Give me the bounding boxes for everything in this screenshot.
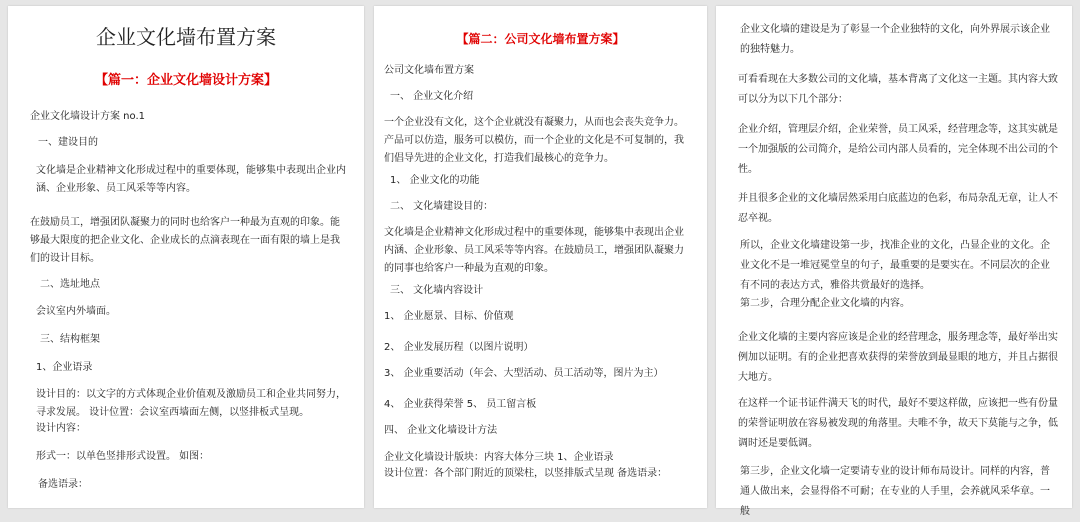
section-heading: 【篇一：企业文化墙设计方案】 [94, 73, 277, 88]
paragraph: 四、 企业文化墙设计方法 [384, 425, 498, 436]
paragraph: 企业介绍，管理层介绍，企业荣誉，员工风采，经营理念等，这其实就是一个加强版的公司简介，是给公司内部人员看的，完全体现不出公司的个性。 [738, 124, 1058, 175]
paragraph: 并且很多企业的文化墙居然采用白底蓝边的色彩，布局杂乱无章，让人不忍卒视。 [738, 193, 1058, 224]
paragraph: 一个企业没有文化，这个企业就没有凝聚力，从而也会丧失竞争力。产品可以仿造，服务可以模仿，而一个企业的文化是不可复制的，我们倡导先进的企业文化，打造我们最核心的竞争力。 [384, 117, 684, 164]
paragraph: 公司文化墙布置方案 [384, 65, 474, 76]
paragraph: 企业文化墙设计方案 no.1 [30, 111, 145, 122]
document-page-1 [8, 6, 364, 508]
paragraph: 设计内容： [36, 423, 86, 434]
paragraph: 一、 企业文化介绍 [390, 91, 474, 102]
paragraph: 1、企业语录 [36, 362, 93, 373]
section-heading: 【篇二：公司文化墙布置方案】 [456, 32, 625, 46]
document-page-3 [716, 6, 1072, 517]
paragraph: 2、 企业发展历程（以图片说明） [384, 342, 534, 353]
paragraph: 企业文化墙的建设是为了彰显一个企业独特的文化，向外界展示该企业的独特魅力。 [740, 24, 1050, 55]
paragraph: 1、 企业文化的功能 [390, 175, 480, 186]
document-page-2 [374, 6, 707, 508]
paragraph: 第三步，企业文化墙一定要请专业的设计师布局设计。同样的内容，普通人做出来，会显得俗不可耐；在专业的人手里，会养就风采华章。一般 [740, 466, 1050, 517]
paragraph: 在这样一个证书证件满天飞的时代，最好不要这样做，应该把一些有份量的荣誉证明放在容易被发现的角落里。夫唯不争，故天下莫能与之争，低调时还是要低调。 [738, 398, 1058, 449]
paragraph: 企业文化墙的主要内容应该是企业的经营理念，服务理念等，最好举出实例加以证明。有的企业把喜欢获得的荣誉放到最显眼的地方，并且占据很大地方。 [738, 332, 1058, 383]
paragraph: 二、选址地点 [40, 279, 100, 290]
paragraph: 3、 企业重要活动（年会、大型活动、员工活动等，图片为主） [384, 368, 664, 379]
paragraph: 所以，企业文化墙建设第一步，找准企业的文化，凸显企业的文化。企业文化不是一堆冠冕堂皇的句子，最重要的是要实在。不同层次的企业有不同的表达方式，雅俗共赏最好的选择。 [740, 240, 1050, 291]
paragraph: 4、 企业获得荣誉 5、 员工留言板 [384, 399, 537, 410]
paragraph: 可看看现在大多数公司的文化墙，基本背离了文化这一主题。其内容大致可以分为以下几个部分： [738, 74, 1058, 105]
paragraph: 设计目的：以文字的方式体现企业价值观及激励员工和企业共同努力，寻求发展。 设计位置：会议室西墙面左侧，以竖排板式呈现。 [36, 389, 346, 418]
paragraph: 备选语录： [38, 479, 88, 490]
paragraph: 三、 文化墙内容设计 [390, 285, 484, 296]
paragraph: 文化墙是企业精神文化形成过程中的重要体现，能够集中表现出企业内涵、企业形象、员工风采等等内容。在鼓励员工，增强团队凝聚力的同事也给客户一种最为直观的印象。 [384, 227, 684, 274]
paragraph: 文化墙是企业精神文化形成过程中的重要体现，能够集中表现出企业内涵、企业形象、员工风采等等内容。 [36, 165, 346, 194]
paragraph: 1、 企业愿景、目标、价值观 [384, 311, 514, 322]
paragraph: 形式一：以单色竖排形式设置。 如图： [36, 451, 210, 462]
page-title: 企业文化墙布置方案 [96, 25, 276, 49]
paragraph: 第二步，合理分配企业文化墙的内容。 [740, 298, 910, 309]
paragraph: 一、建设目的 [38, 137, 98, 148]
paragraph: 三、结构框架 [40, 334, 100, 345]
paragraph: 企业文化墙设计版块：内容大体分三块 1、企业语录 [384, 452, 614, 463]
paragraph: 二、 文化墙建设目的： [390, 201, 494, 212]
paragraph: 在鼓励员工，增强团队凝聚力的同时也给客户一种最为直观的印象。能够最大限度的把企业文化、企业成长的点滴表现在一面有限的墙上是我们的设计目标。 [30, 217, 340, 264]
paragraph: 会议室内外墙面。 [36, 306, 116, 317]
paragraph: 设计位置：各个部门附近的顶梁柱，以竖排版式呈现 备选语录： [384, 468, 668, 479]
